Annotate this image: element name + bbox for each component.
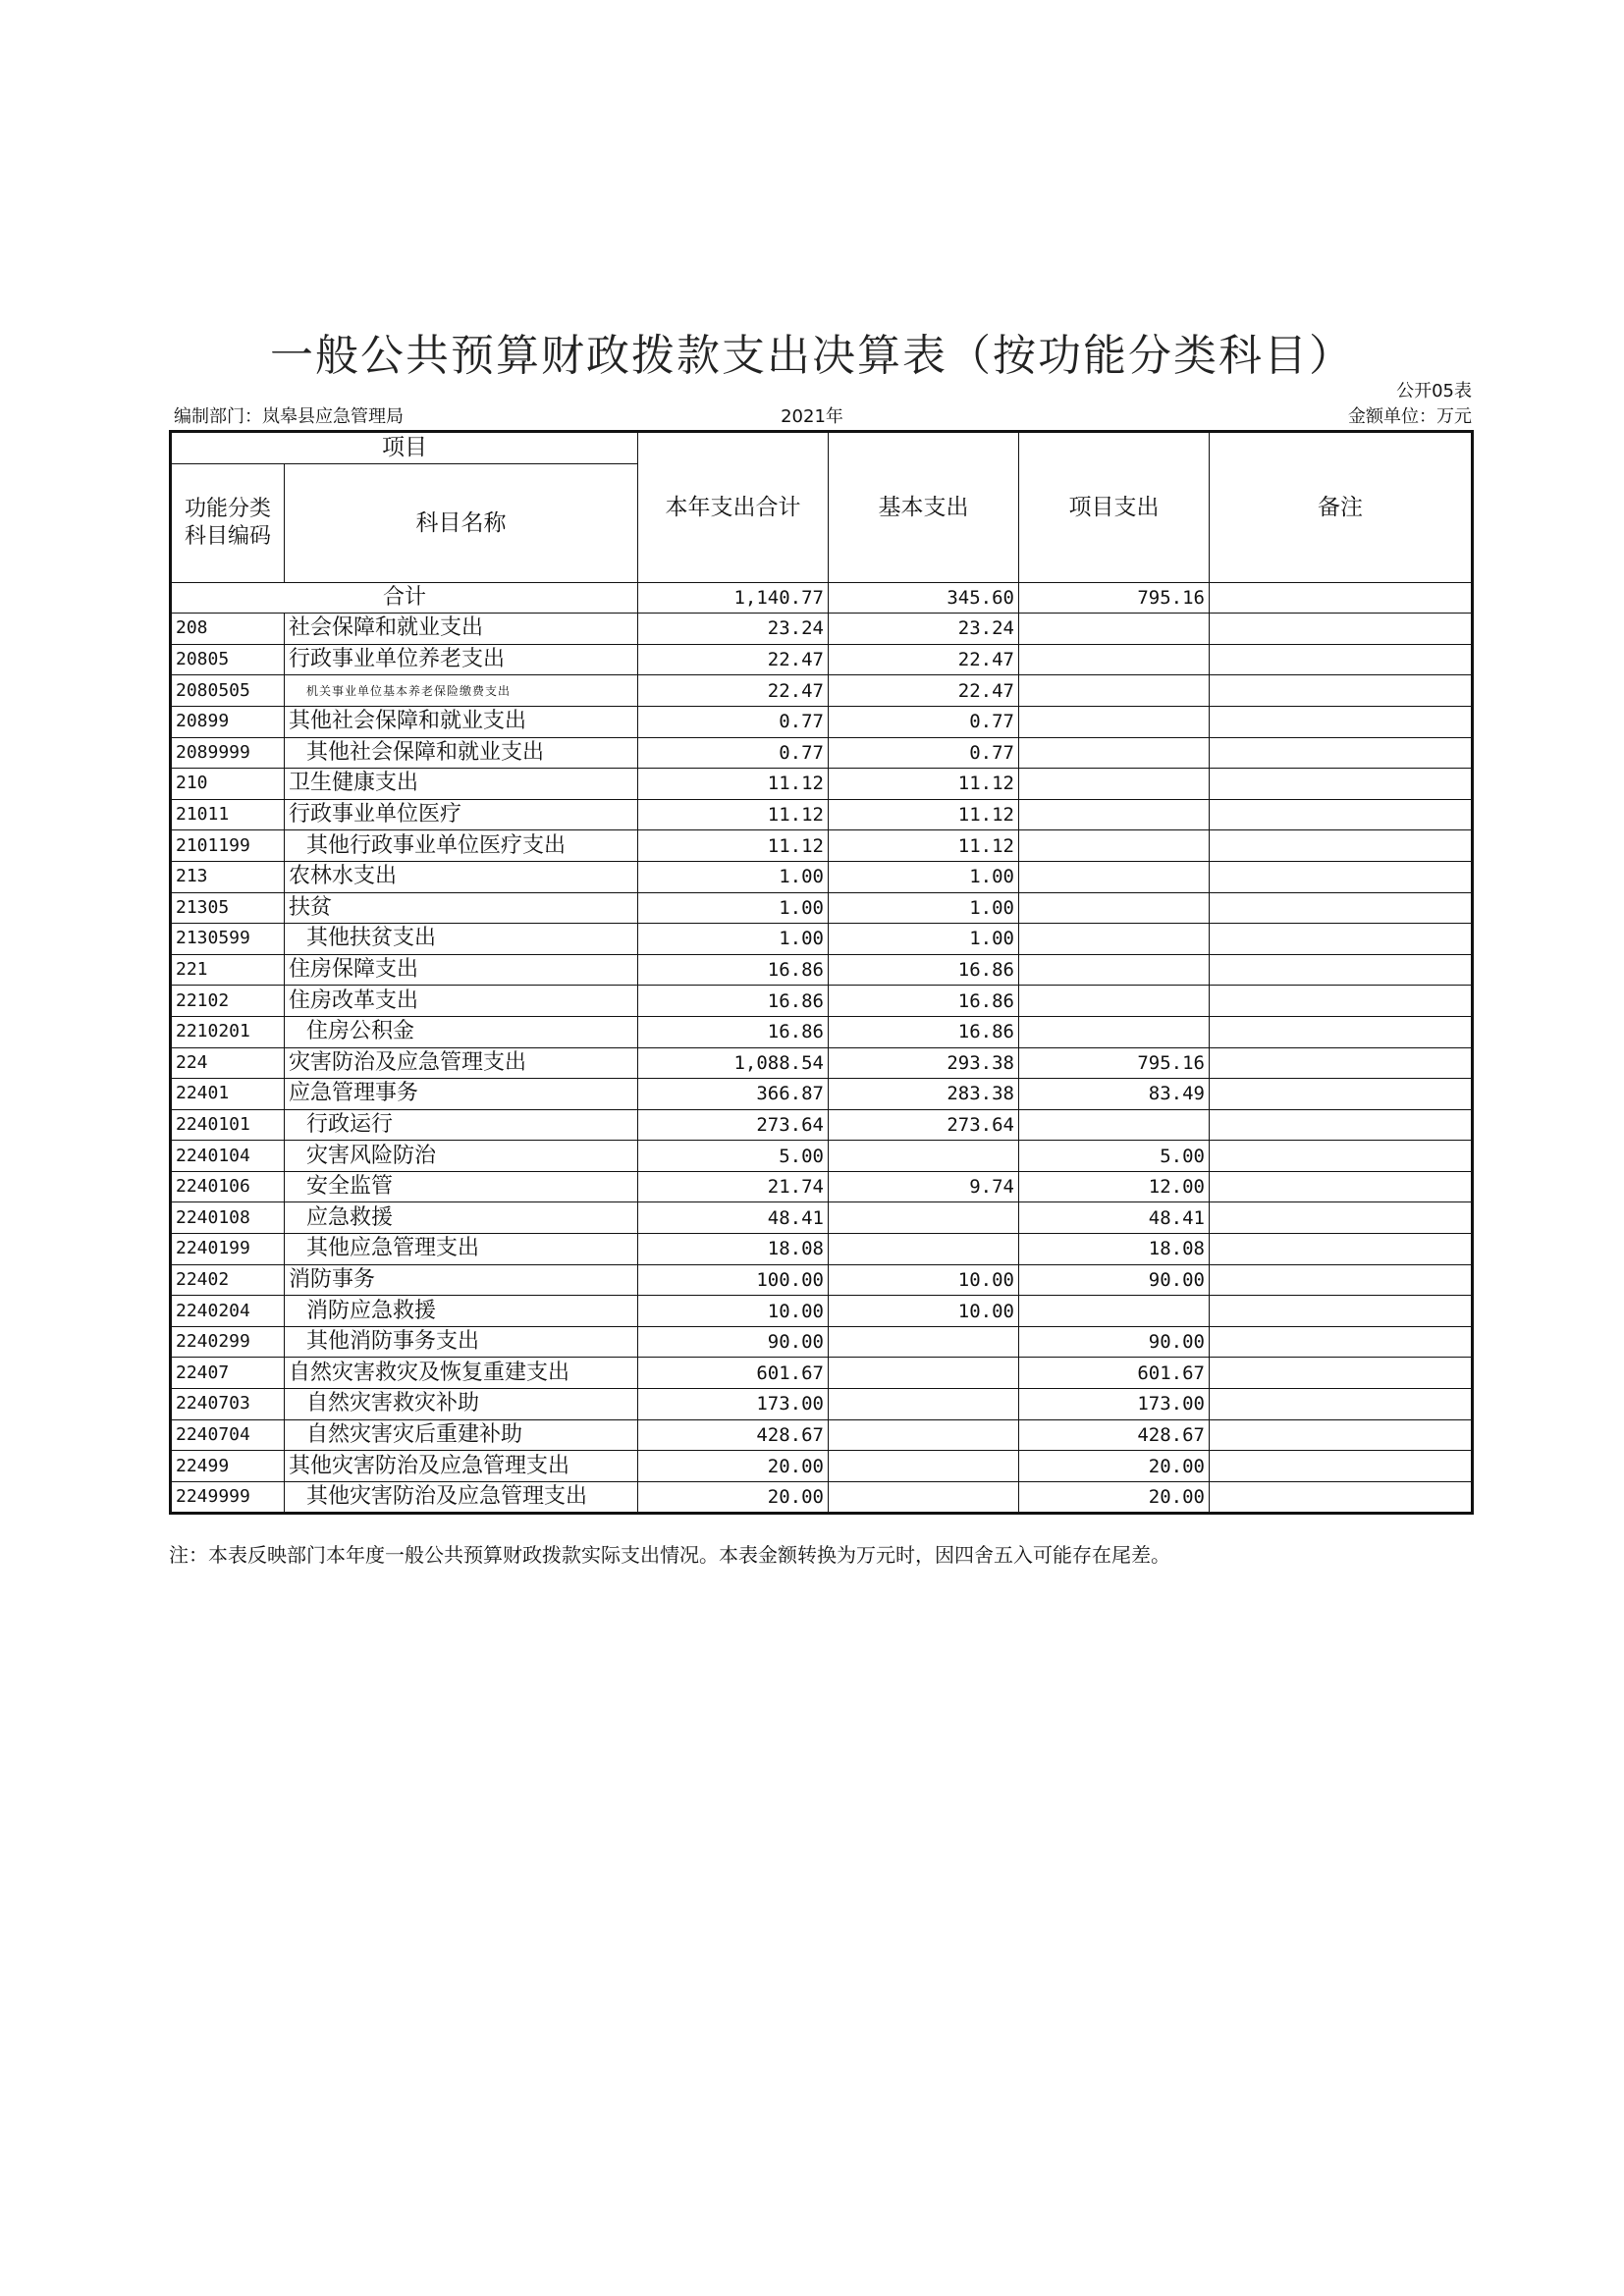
row-basic: 283.38 <box>829 1079 1019 1110</box>
row-code: 2240299 <box>171 1326 285 1358</box>
row-code: 2210201 <box>171 1016 285 1047</box>
row-remark <box>1210 1264 1473 1296</box>
row-project <box>1019 675 1210 707</box>
row-code: 2101199 <box>171 830 285 862</box>
row-remark <box>1210 1047 1473 1079</box>
row-remark <box>1210 1326 1473 1358</box>
row-basic: 22.47 <box>829 675 1019 707</box>
row-code: 2240199 <box>171 1234 285 1265</box>
row-project: 173.00 <box>1019 1389 1210 1420</box>
row-project <box>1019 986 1210 1017</box>
row-total: 11.12 <box>638 830 829 862</box>
table-row <box>171 706 1473 737</box>
row-basic: 10.00 <box>829 1264 1019 1296</box>
row-project <box>1019 1109 1210 1141</box>
row-basic: 293.38 <box>829 1047 1019 1079</box>
row-name: 住房公积金 <box>285 1016 638 1047</box>
row-basic: 11.12 <box>829 799 1019 830</box>
row-name: 卫生健康支出 <box>285 769 638 800</box>
footnote: 注：本表反映部门本年度一般公共预算财政拨款实际支出情况。本表金额转换为万元时，因四舍五入可能存在尾差。 <box>169 1543 1170 1567</box>
row-project: 12.00 <box>1019 1171 1210 1202</box>
row-remark <box>1210 799 1473 830</box>
table-row <box>171 1141 1473 1172</box>
row-code: 2240703 <box>171 1389 285 1420</box>
row-project: 601.67 <box>1019 1358 1210 1389</box>
row-total: 20.00 <box>638 1481 829 1514</box>
row-name: 自然灾害灾后重建补助 <box>285 1419 638 1451</box>
row-code: 2240204 <box>171 1296 285 1327</box>
row-project <box>1019 614 1210 645</box>
table-row <box>171 614 1473 645</box>
table-row <box>171 830 1473 862</box>
fiscal-year: 2021年 <box>781 406 843 427</box>
row-project <box>1019 954 1210 986</box>
header-item: 项目 <box>171 432 638 464</box>
table-row <box>171 675 1473 707</box>
row-name: 社会保障和就业支出 <box>285 614 638 645</box>
row-code: 22102 <box>171 986 285 1017</box>
header-basic: 基本支出 <box>829 432 1019 583</box>
table-row <box>171 1358 1473 1389</box>
row-total: 366.87 <box>638 1079 829 1110</box>
row-name: 其他灾害防治及应急管理支出 <box>285 1451 638 1482</box>
row-remark <box>1210 614 1473 645</box>
row-basic: 1.00 <box>829 924 1019 955</box>
table-row <box>171 1109 1473 1141</box>
row-basic <box>829 1481 1019 1514</box>
row-name: 其他应急管理支出 <box>285 1234 638 1265</box>
table-row <box>171 1389 1473 1420</box>
row-total: 173.00 <box>638 1389 829 1420</box>
table-row <box>171 1419 1473 1451</box>
row-project: 18.08 <box>1019 1234 1210 1265</box>
table-row <box>171 1047 1473 1079</box>
row-basic: 0.77 <box>829 706 1019 737</box>
table-row <box>171 1326 1473 1358</box>
row-name: 住房改革支出 <box>285 986 638 1017</box>
table-row <box>171 1079 1473 1110</box>
table-body <box>171 614 1473 1514</box>
row-name: 行政事业单位医疗 <box>285 799 638 830</box>
row-basic <box>829 1451 1019 1482</box>
row-total: 22.47 <box>638 675 829 707</box>
row-name: 其他社会保障和就业支出 <box>285 737 638 769</box>
row-code: 2130599 <box>171 924 285 955</box>
row-total: 1.00 <box>638 892 829 924</box>
row-remark <box>1210 1481 1473 1514</box>
expenditure-table <box>169 430 1474 1515</box>
row-basic: 11.12 <box>829 830 1019 862</box>
row-total: 22.47 <box>638 644 829 675</box>
row-total: 1.00 <box>638 924 829 955</box>
row-basic: 10.00 <box>829 1296 1019 1327</box>
row-remark <box>1210 1296 1473 1327</box>
row-basic: 9.74 <box>829 1171 1019 1202</box>
row-name: 其他灾害防治及应急管理支出 <box>285 1481 638 1514</box>
row-total: 11.12 <box>638 799 829 830</box>
page-title: 一般公共预算财政拨款支出决算表（按功能分类科目） <box>270 331 1354 381</box>
row-name: 其他社会保障和就业支出 <box>285 706 638 737</box>
row-name: 应急管理事务 <box>285 1079 638 1110</box>
row-remark <box>1210 986 1473 1017</box>
row-remark <box>1210 1419 1473 1451</box>
row-code: 20899 <box>171 706 285 737</box>
table-row <box>171 1202 1473 1234</box>
row-remark <box>1210 861 1473 892</box>
row-name: 扶贫 <box>285 892 638 924</box>
row-project: 428.67 <box>1019 1419 1210 1451</box>
row-name: 行政事业单位养老支出 <box>285 644 638 675</box>
row-code: 208 <box>171 614 285 645</box>
header-code: 功能分类科目编码 <box>171 463 285 582</box>
row-total: 1.00 <box>638 861 829 892</box>
row-name: 灾害防治及应急管理支出 <box>285 1047 638 1079</box>
row-basic <box>829 1234 1019 1265</box>
row-name: 农林水支出 <box>285 861 638 892</box>
row-basic <box>829 1202 1019 1234</box>
row-project: 90.00 <box>1019 1264 1210 1296</box>
row-total: 23.24 <box>638 614 829 645</box>
row-code: 22499 <box>171 1451 285 1482</box>
row-remark <box>1210 1141 1473 1172</box>
table-row <box>171 769 1473 800</box>
row-remark <box>1210 1171 1473 1202</box>
row-remark <box>1210 1109 1473 1141</box>
row-name: 住房保障支出 <box>285 954 638 986</box>
row-remark <box>1210 830 1473 862</box>
row-name: 灾害风险防治 <box>285 1141 638 1172</box>
row-project <box>1019 830 1210 862</box>
row-total: 20.00 <box>638 1451 829 1482</box>
row-code: 22407 <box>171 1358 285 1389</box>
row-basic: 16.86 <box>829 954 1019 986</box>
row-total: 16.86 <box>638 1016 829 1047</box>
row-project <box>1019 924 1210 955</box>
row-basic: 273.64 <box>829 1109 1019 1141</box>
row-project <box>1019 644 1210 675</box>
row-name: 消防应急救援 <box>285 1296 638 1327</box>
row-code: 2240704 <box>171 1419 285 1451</box>
row-basic: 0.77 <box>829 737 1019 769</box>
table-row <box>171 1481 1473 1514</box>
row-basic: 16.86 <box>829 1016 1019 1047</box>
row-name: 其他行政事业单位医疗支出 <box>285 830 638 862</box>
row-basic <box>829 1389 1019 1420</box>
row-code: 21305 <box>171 892 285 924</box>
row-remark <box>1210 675 1473 707</box>
row-code: 213 <box>171 861 285 892</box>
row-code: 2240106 <box>171 1171 285 1202</box>
row-remark <box>1210 1016 1473 1047</box>
total-project: 795.16 <box>1019 582 1210 614</box>
row-remark <box>1210 924 1473 955</box>
row-name: 其他消防事务支出 <box>285 1326 638 1358</box>
row-basic: 22.47 <box>829 644 1019 675</box>
row-code: 2080505 <box>171 675 285 707</box>
row-project: 90.00 <box>1019 1326 1210 1358</box>
total-remark <box>1210 582 1473 614</box>
table-row <box>171 1234 1473 1265</box>
row-basic: 11.12 <box>829 769 1019 800</box>
row-remark <box>1210 1451 1473 1482</box>
row-name: 行政运行 <box>285 1109 638 1141</box>
row-basic <box>829 1141 1019 1172</box>
row-project <box>1019 737 1210 769</box>
row-code: 221 <box>171 954 285 986</box>
row-remark <box>1210 1358 1473 1389</box>
row-remark <box>1210 954 1473 986</box>
table-row <box>171 799 1473 830</box>
row-total: 0.77 <box>638 737 829 769</box>
table-row <box>171 644 1473 675</box>
row-project: 83.49 <box>1019 1079 1210 1110</box>
total-basic: 345.60 <box>829 582 1019 614</box>
table-row <box>171 1171 1473 1202</box>
row-basic: 23.24 <box>829 614 1019 645</box>
row-code: 20805 <box>171 644 285 675</box>
row-code: 2249999 <box>171 1481 285 1514</box>
table-row <box>171 924 1473 955</box>
row-basic <box>829 1358 1019 1389</box>
row-total: 21.74 <box>638 1171 829 1202</box>
row-name: 安全监管 <box>285 1171 638 1202</box>
row-project: 5.00 <box>1019 1141 1210 1172</box>
table-row <box>171 954 1473 986</box>
row-name: 自然灾害救灾补助 <box>285 1389 638 1420</box>
form-number: 公开05表 <box>1396 381 1472 401</box>
row-remark <box>1210 644 1473 675</box>
row-basic: 16.86 <box>829 986 1019 1017</box>
row-name: 应急救援 <box>285 1202 638 1234</box>
row-total: 10.00 <box>638 1296 829 1327</box>
row-total: 48.41 <box>638 1202 829 1234</box>
row-name: 消防事务 <box>285 1264 638 1296</box>
table-row <box>171 1296 1473 1327</box>
row-name: 其他扶贫支出 <box>285 924 638 955</box>
row-code: 2089999 <box>171 737 285 769</box>
row-remark <box>1210 737 1473 769</box>
row-project <box>1019 769 1210 800</box>
compiling-unit: 编制部门：岚皋县应急管理局 <box>174 406 404 427</box>
row-project: 48.41 <box>1019 1202 1210 1234</box>
table-row <box>171 737 1473 769</box>
row-code: 22402 <box>171 1264 285 1296</box>
total-label: 合计 <box>171 582 638 614</box>
table-row <box>171 986 1473 1017</box>
row-total: 16.86 <box>638 986 829 1017</box>
row-total: 428.67 <box>638 1419 829 1451</box>
row-code: 224 <box>171 1047 285 1079</box>
row-name: 自然灾害救灾及恢复重建支出 <box>285 1358 638 1389</box>
row-code: 2240104 <box>171 1141 285 1172</box>
row-code: 2240108 <box>171 1202 285 1234</box>
row-project <box>1019 706 1210 737</box>
table-row <box>171 1016 1473 1047</box>
row-remark <box>1210 1079 1473 1110</box>
row-code: 21011 <box>171 799 285 830</box>
row-total: 90.00 <box>638 1326 829 1358</box>
row-project: 20.00 <box>1019 1481 1210 1514</box>
row-basic <box>829 1326 1019 1358</box>
row-total: 601.67 <box>638 1358 829 1389</box>
row-project: 795.16 <box>1019 1047 1210 1079</box>
header-total: 本年支出合计 <box>638 432 829 583</box>
table-row <box>171 1264 1473 1296</box>
header-name: 科目名称 <box>285 463 638 582</box>
row-total: 16.86 <box>638 954 829 986</box>
row-remark <box>1210 1202 1473 1234</box>
row-remark <box>1210 706 1473 737</box>
row-project <box>1019 861 1210 892</box>
row-project <box>1019 799 1210 830</box>
row-project <box>1019 1296 1210 1327</box>
row-total: 1,088.54 <box>638 1047 829 1079</box>
header-project: 项目支出 <box>1019 432 1210 583</box>
row-basic: 1.00 <box>829 892 1019 924</box>
row-code: 22401 <box>171 1079 285 1110</box>
row-project <box>1019 1016 1210 1047</box>
row-total: 18.08 <box>638 1234 829 1265</box>
row-project: 20.00 <box>1019 1451 1210 1482</box>
row-remark <box>1210 1389 1473 1420</box>
row-basic <box>829 1419 1019 1451</box>
amount-unit: 金额单位：万元 <box>1348 406 1472 427</box>
row-total: 5.00 <box>638 1141 829 1172</box>
header-remark: 备注 <box>1210 432 1473 583</box>
row-code: 2240101 <box>171 1109 285 1141</box>
table-row <box>171 861 1473 892</box>
row-remark <box>1210 769 1473 800</box>
row-total: 0.77 <box>638 706 829 737</box>
row-remark <box>1210 892 1473 924</box>
total-sum: 1,140.77 <box>638 582 829 614</box>
row-project <box>1019 892 1210 924</box>
table-row <box>171 892 1473 924</box>
row-basic: 1.00 <box>829 861 1019 892</box>
table-row <box>171 1451 1473 1482</box>
row-total: 11.12 <box>638 769 829 800</box>
row-total: 100.00 <box>638 1264 829 1296</box>
row-code: 210 <box>171 769 285 800</box>
row-name: 机关事业单位基本养老保险缴费支出 <box>285 675 638 707</box>
row-remark <box>1210 1234 1473 1265</box>
row-total: 273.64 <box>638 1109 829 1141</box>
